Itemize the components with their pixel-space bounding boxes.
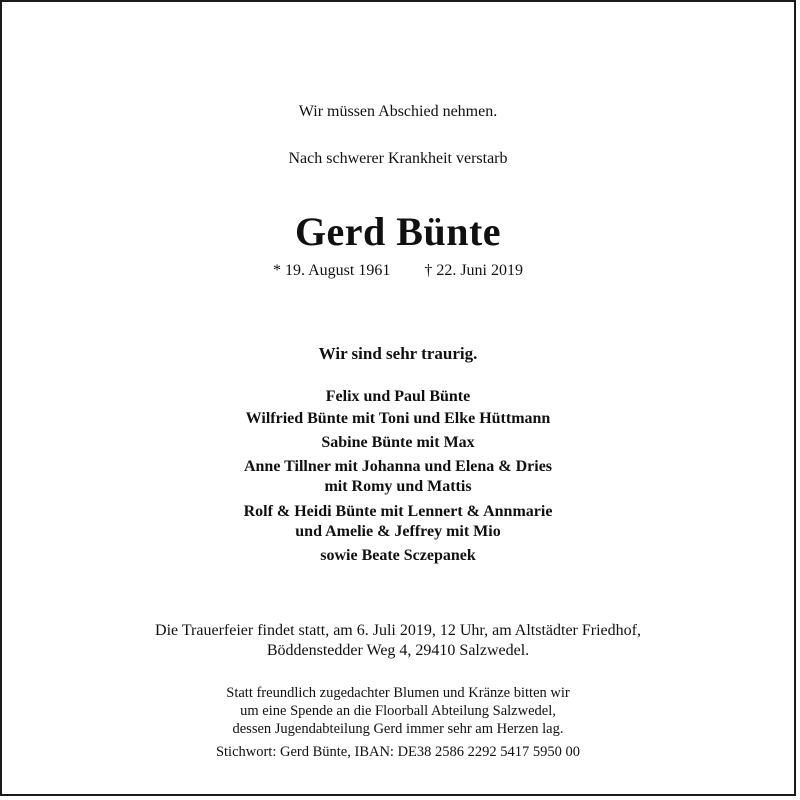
- funeral-line-2: Böddenstedder Weg 4, 29410 Salzwedel.: [266, 642, 530, 659]
- mourner-line: und Amelie & Jeffrey mit Mio: [295, 523, 501, 540]
- subintro-text: Nach schwerer Krankheit verstarb: [288, 150, 508, 167]
- mourners-list: [2, 387, 794, 566]
- mourner-line: mit Romy und Mattis: [324, 478, 472, 495]
- mourner-line: Wilfried Bünte mit Toni und Elke Hüttmann: [245, 410, 551, 427]
- birth-date: * 19. August 1961: [272, 262, 391, 279]
- funeral-line-1: Die Trauerfeier findet statt, am 6. Juli 2019, 12 Uhr, am Altstädter Friedhof,: [155, 622, 641, 639]
- grief-line: Wir sind sehr traurig.: [318, 344, 478, 363]
- life-dates: [2, 262, 794, 280]
- mourner-line: Felix und Paul Bünte: [325, 388, 471, 405]
- deceased-name: Gerd Bünte: [294, 209, 502, 254]
- donation-line-1: Statt freundlich zugedachter Blumen und Kränze bitten wir: [226, 685, 570, 701]
- death-date: † 22. Juni 2019: [424, 262, 523, 279]
- donation-line-3: dessen Jugendabteilung Gerd immer sehr am Herzen lag.: [232, 721, 564, 737]
- mourner-line: Rolf & Heidi Bünte mit Lennert & Annmarie: [243, 503, 553, 520]
- mourner-line: Sabine Bünte mit Max: [321, 434, 475, 451]
- donation-line-2: um eine Spende an die Floorball Abteilung Salzwedel,: [240, 703, 556, 719]
- mourner-line: sowie Beate Sczepanek: [320, 547, 476, 564]
- mourner-line: Anne Tillner mit Johanna und Elena & Dries: [243, 458, 553, 475]
- donation-reference: Stichwort: Gerd Bünte, IBAN: DE38 2586 2292 5417 5950 00: [215, 744, 581, 760]
- intro-text: Wir müssen Abschied nehmen.: [298, 103, 498, 120]
